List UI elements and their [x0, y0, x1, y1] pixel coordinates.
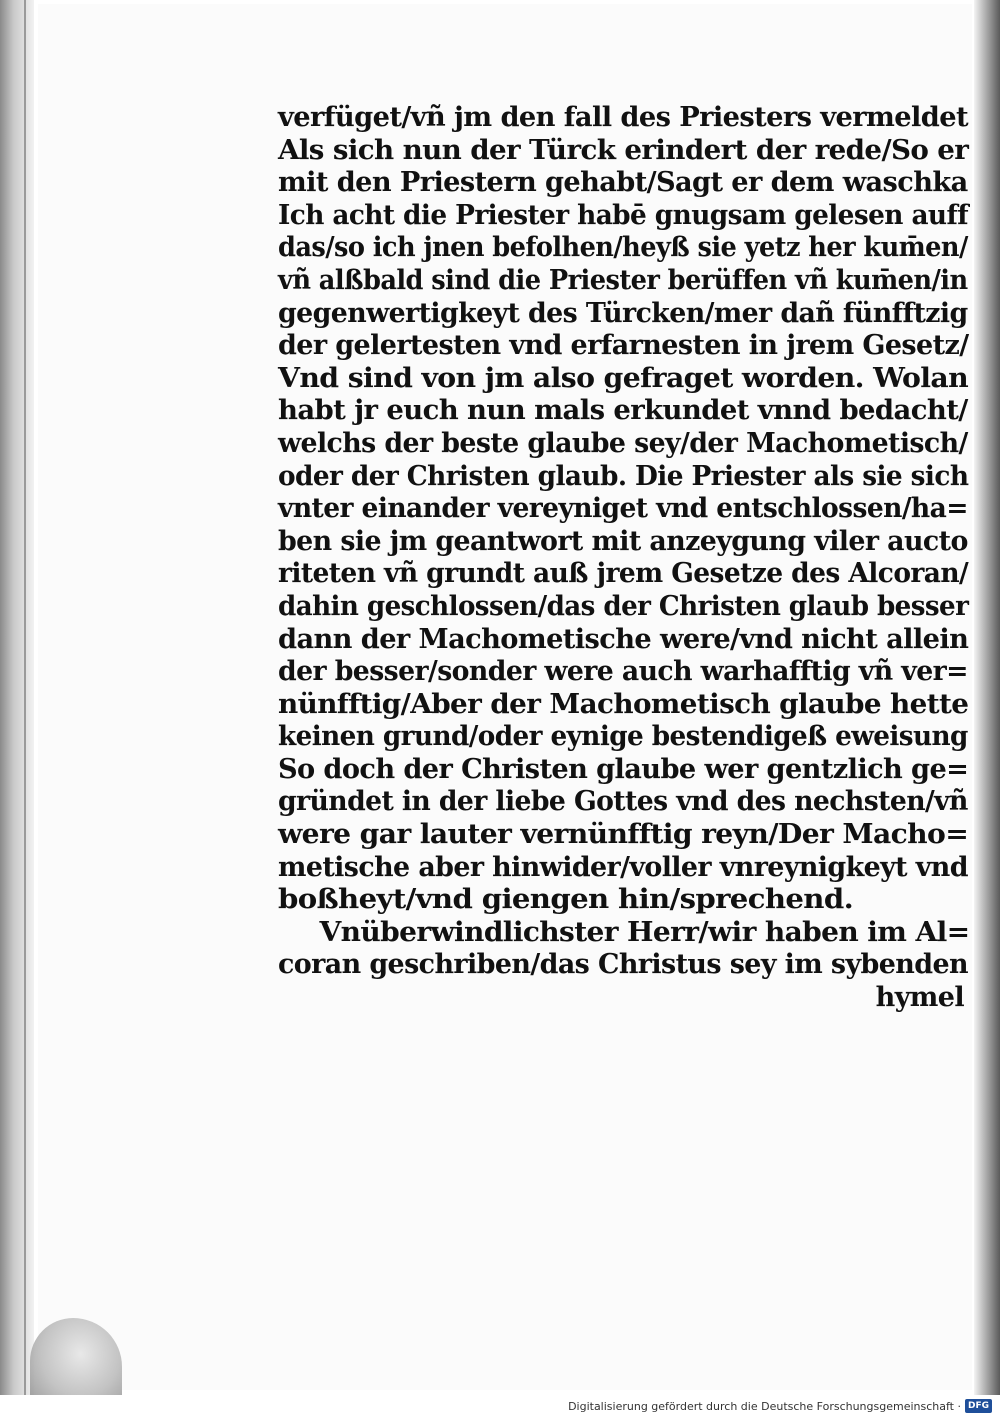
text-line: oder der Christen glaub. Die Priester als sie sich — [278, 460, 969, 492]
text-line: dann der Machometische were/vnd nicht allein — [278, 623, 969, 655]
text-line: vñ alßbald sind die Priester berüffen vñ kum̄en/in — [278, 264, 968, 296]
text-line: der besser/sonder were auch warhafftig vñ ver= — [278, 656, 968, 688]
text-line: So doch der Christen glaube wer gentzlich ge= — [278, 753, 969, 785]
text-line: welchs der beste glaube sey/der Machometisch/ — [278, 427, 968, 459]
text-line: boßheyt/vnd giengen hin/sprechend. — [278, 884, 854, 916]
credit-text: Digitalisierung gefördert durch die Deutsche Forschungsgemeinschaft · — [568, 1399, 961, 1413]
text-line: vnter einander vereyniget vnd entschlossen/ha= — [278, 493, 968, 525]
text-line: riteten vñ grundt auß jrem Gesetze des Alcoran/ — [278, 558, 969, 590]
text-line: dahin geschlossen/das der Christen glaub besser — [278, 590, 969, 622]
digitization-credit — [568, 1399, 992, 1413]
text-line: metische aber hinwider/voller vnreynigkeyt vnd — [278, 851, 968, 883]
text-line: ben sie jm geantwort mit anzeygung viler aucto — [278, 525, 968, 557]
text-line: gründet in der liebe Gottes vnd des nechsten/vñ — [278, 786, 968, 818]
catchword: hymel — [875, 982, 964, 1014]
text-line: keinen grund/oder eynige bestendigeß eweisung — [278, 721, 968, 753]
text-line: were gar lauter vernünfftig reyn/Der Macho= — [278, 819, 969, 851]
scanner-edge-left — [0, 0, 34, 1417]
page-text-block — [278, 102, 978, 1016]
text-line: coran geschriben/das Christus sey im sybenden — [278, 949, 968, 981]
dfg-logo: DFG — [965, 1399, 992, 1413]
scanner-edge-line — [24, 0, 26, 1417]
text-line: gegenwertigkeyt des Türcken/mer dañ fünfftzig — [278, 297, 968, 329]
text-line: der gelertesten vnd erfarnesten in jrem Gesetz/ — [278, 330, 969, 362]
text-line: habt jr euch nun mals erkundet vnnd bedacht/ — [278, 395, 968, 427]
text-line: mit den Priestern gehabt/Sagt er dem waschka — [278, 167, 968, 199]
text-line: Vnüberwindlichster Herr/wir haben im Al= — [319, 916, 970, 948]
text-line: Ich acht die Priester habē gnugsam gelesen auff — [278, 199, 969, 231]
text-line: Vnd sind von jm also gefraget worden. Wolan — [278, 362, 969, 394]
text-line: nünfftig/Aber der Machometisch glaube hette — [278, 688, 969, 720]
text-line: verfüget/vñ jm den fall des Priesters vermeldet — [278, 102, 969, 133]
text-line: Als sich nun der Türck erindert der rede/So er — [278, 134, 969, 166]
text-line: das/so ich jnen befolhen/heyß sie yetz her kum̄en/ — [278, 232, 968, 264]
book-page — [38, 4, 972, 1390]
